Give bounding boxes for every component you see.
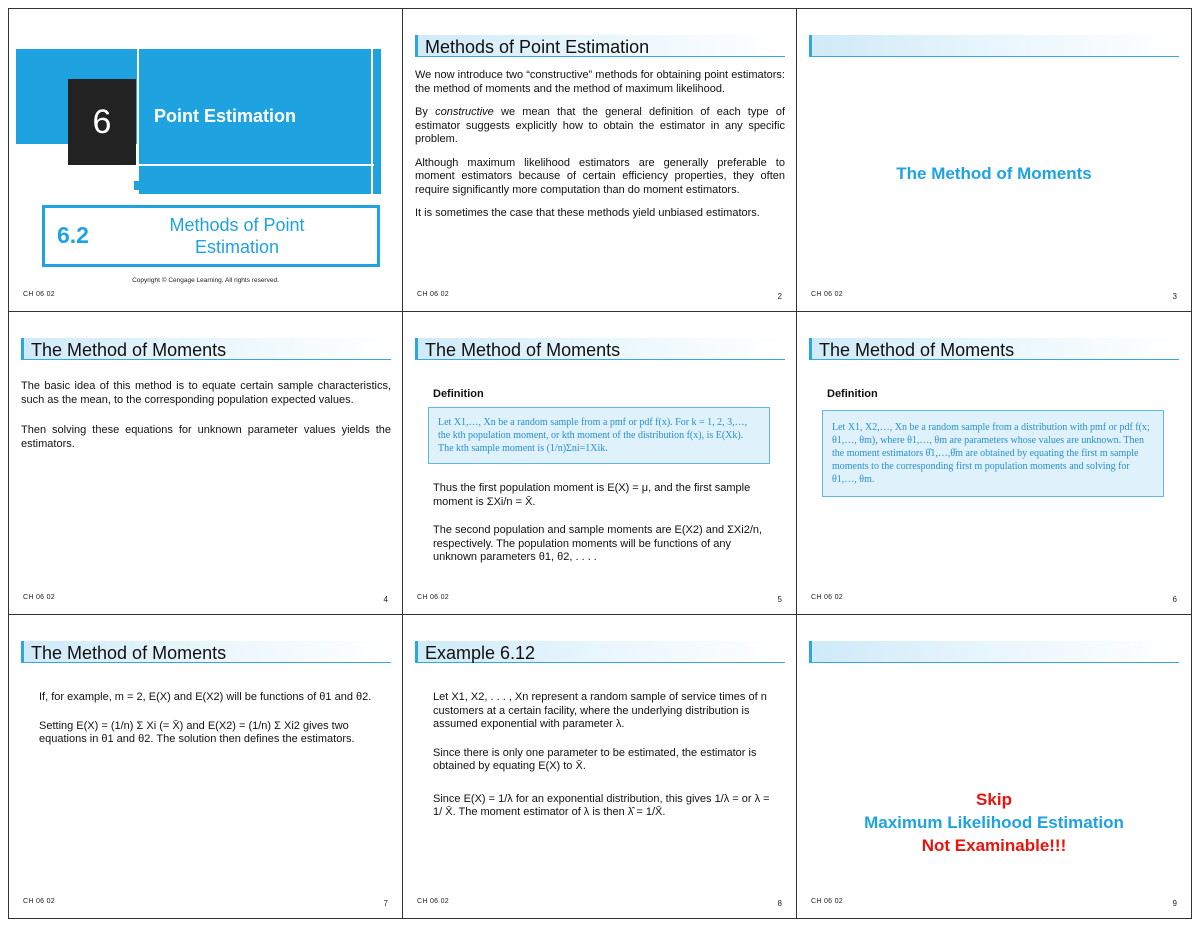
slide-2 bbox=[403, 9, 797, 312]
slide-title-bar bbox=[809, 338, 1179, 360]
definition-box: Let X1, X2,…, Xn be a random sample from a distribution with pmf or pdf f(x; θ1,…, θm), where θ1,…, θm are parameters whose values are unknown. Then the moment estimators θ̂1,…,θ̂m are obtained by equating the first m sample moments to the corresponding first m population moments and solving for θ1,…, θm. bbox=[822, 410, 1164, 497]
slide-9 bbox=[797, 615, 1191, 918]
page-number: 7 bbox=[383, 899, 388, 908]
slide-title: Example 6.12 bbox=[425, 643, 536, 663]
skip-label: Skip bbox=[976, 790, 1012, 809]
section-heading: The Method of Moments bbox=[896, 164, 1092, 183]
slide-title: The Method of Moments bbox=[31, 340, 227, 360]
section-number: 6.2 bbox=[57, 222, 89, 248]
page-number: 6 bbox=[1172, 595, 1177, 604]
slide-body: If, for example, m = 2, E(X) and E(X2) will be functions of θ1 and θ2. Setting E(X) = (1/n) Σ Xi (= X̄) and E(X2) = (1/n) Σ Xi2 gives two equations in θ1 and θ2. The solution then defines the estimators. bbox=[39, 691, 372, 745]
slide-1 bbox=[9, 9, 403, 312]
slide-title-bar bbox=[415, 641, 785, 663]
page-number: 2 bbox=[777, 292, 782, 301]
page-number: 5 bbox=[777, 595, 782, 604]
slide-title-bar bbox=[415, 338, 785, 360]
footer-label: CH 06 02 bbox=[811, 291, 843, 298]
slide-title: The Method of Moments bbox=[819, 340, 1015, 360]
slide-title: The Method of Moments bbox=[31, 643, 227, 663]
slide-body: The basic idea of this method is to equate certain sample characteristics, such as the mean, to the corresponding population expected values. Then solving these equations for unknown parameter values yields the estimators. bbox=[21, 380, 391, 450]
footer-label: CH 06 02 bbox=[811, 594, 843, 601]
slide-6 bbox=[797, 312, 1191, 615]
chapter-number: 6 bbox=[92, 103, 112, 141]
slide-title-bar bbox=[809, 641, 1179, 663]
slide-8 bbox=[403, 615, 797, 918]
slide-body: Let X1, X2, . . . , Xn represent a random sample of service times of n customers at a certain facility, where the underlying distribution is assumed exponential with parameter λ. Since there is only one parameter to be estimated, the estimator is obtained by equating E(X) to X̄. Since E(X) = 1/λ for an exponential distribution, this gives 1/λ = or λ = 1/ X̄. The moment estimator of λ is then λ̂ = 1/X̄. bbox=[433, 691, 770, 818]
footer-label: CH 06 02 bbox=[417, 594, 449, 601]
page-number: 4 bbox=[383, 595, 388, 604]
page-number: 3 bbox=[1172, 292, 1177, 301]
definition-box: Let X1,…, Xn be a random sample from a pmf or pdf f(x). For k = 1, 2, 3,…, the kth population moment, or kth moment of the distribution f(x), is E(Xk). The kth sample moment is (1/n)Σni=1Xik. bbox=[428, 407, 770, 464]
footer-label: CH 06 02 bbox=[23, 898, 55, 905]
slide-3 bbox=[797, 9, 1191, 312]
mle-heading: Maximum Likelihood Estimation bbox=[864, 813, 1124, 832]
slide-body: We now introduce two “constructive” methods for obtaining point estimators: the method of moments and the method of maximum likelihood. By constructive we mean that the general definition of each type of estimator suggests explicitly how to obtain the estimator in any specific problem. Although maximum likelihood estimators are generally preferable to moment estimators because of certain efficiency properties, they often require significantly more computation than do moment estimators. It is sometimes the case that these methods yield unbiased estimators. bbox=[415, 69, 785, 219]
slide-7 bbox=[9, 615, 403, 918]
footer-label: CH 06 02 bbox=[417, 898, 449, 905]
slide-grid bbox=[8, 8, 1192, 919]
definition-label: Definition bbox=[433, 388, 484, 400]
slide-5 bbox=[403, 312, 797, 615]
footer-label: CH 06 02 bbox=[23, 291, 55, 298]
section-title: Methods of Point Estimation bbox=[169, 215, 305, 257]
slide-title-bar bbox=[21, 641, 391, 663]
page-number: 9 bbox=[1172, 899, 1177, 908]
slide-title-bar bbox=[21, 338, 391, 360]
slide-title: The Method of Moments bbox=[425, 340, 621, 360]
section-box bbox=[42, 205, 380, 267]
page-number: 8 bbox=[777, 899, 782, 908]
footer-label: CH 06 02 bbox=[811, 898, 843, 905]
footer-label: CH 06 02 bbox=[23, 594, 55, 601]
definition-label: Definition bbox=[827, 388, 878, 400]
chapter-title: Point Estimation bbox=[154, 106, 297, 126]
slide-title-bar bbox=[415, 35, 785, 57]
copyright: Copyright © Cengage Learning. All rights reserved. bbox=[132, 277, 279, 284]
not-examinable-label: Not Examinable!!! bbox=[921, 836, 1067, 855]
slide-4 bbox=[9, 312, 403, 615]
slide-title-bar bbox=[809, 35, 1179, 57]
footer-label: CH 06 02 bbox=[417, 291, 449, 298]
slide-body: Thus the first population moment is E(X) = μ, and the first sample moment is ΣXi/n = X̄. The second population and sample moments are E(X2) and ΣXi2/n, respectively. The population moments will be functions of any unknown parameters θ1, θ2, . . . . bbox=[433, 482, 763, 563]
slide-title: Methods of Point Estimation bbox=[425, 37, 650, 57]
